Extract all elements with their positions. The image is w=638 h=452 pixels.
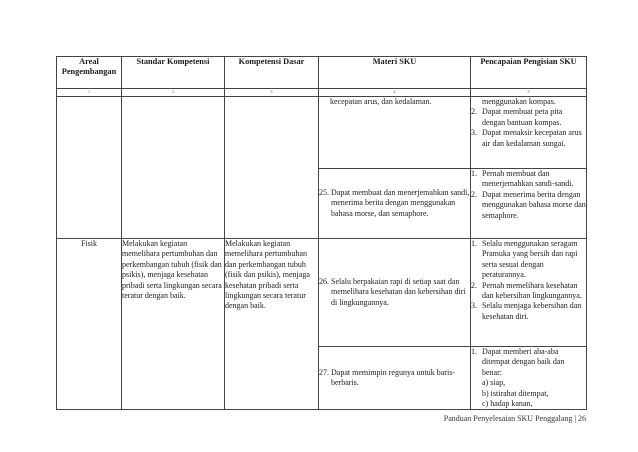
- sku-table: [56, 56, 587, 410]
- item-text: Dapat membuat peta pita dengan bantuan kompas.: [482, 107, 563, 127]
- col-number: 5: [471, 89, 587, 97]
- area-cell: Fisik: [57, 239, 122, 410]
- materi-item: [319, 188, 470, 219]
- header-area: Areal Pengembangan: [57, 57, 122, 89]
- item-text: Selalu menjaga kebersihan dan kesehatan diri.: [482, 301, 582, 321]
- kompetensi-dasar-cell: Melakukan kegiatan memelihara pertumbuhan dan perkembangan tubuh (fisik dan psikis), menjaga kesehatan pribadi serta lingkungan secara teratur dengan baik.: [225, 239, 319, 410]
- item-number: 2.: [471, 107, 477, 117]
- materi-item: [319, 277, 470, 308]
- column-number-row: [57, 89, 587, 97]
- dasar-cell-empty: [225, 97, 319, 239]
- item-text: Selalu menggunakan seragam Pramuka yang bersih dan rapi serta sesuai dengan peraturannya.: [482, 239, 578, 280]
- sub-item: b) istirahat ditempat,: [482, 388, 549, 398]
- materi-cell: [319, 239, 471, 347]
- col-number: 3: [225, 89, 319, 97]
- item-number: 1.: [471, 347, 477, 356]
- standar-cell-empty: [122, 97, 225, 239]
- item-number: 3.: [471, 301, 477, 311]
- item-number: 27.: [319, 367, 329, 377]
- header-standar-kompetensi: Standar Kompetensi: [122, 57, 225, 89]
- standar-kompetensi-cell: Melakukan kegiatan memelihara pertumbuhan dan perkembangan tubuh (fisik dan psikis), menjaga kesehatan pribadi serta lingkungan secara teratur dengan baik.: [122, 239, 225, 410]
- materi-text: kecepatan arus, dan kedalaman.: [330, 97, 432, 106]
- col-number: 1: [57, 89, 122, 97]
- header-pencapaian: Pencapaian Pengisian SKU: [471, 57, 587, 89]
- pencapaian-cell: [471, 347, 587, 410]
- pencapaian-item: [471, 239, 586, 281]
- pencapaian-item: [471, 301, 586, 322]
- pencapaian-cell: [471, 239, 587, 347]
- item-number: 3.: [471, 128, 477, 138]
- item-text: Pernah memelihara kesehatan dan kebersihan lingkungannya.: [482, 280, 582, 301]
- page-footer: Panduan Penyelesaian SKU Penggalang | 26: [443, 414, 586, 423]
- area-cell-empty: [57, 97, 122, 239]
- table-row: [57, 239, 587, 347]
- item-number: 26.: [319, 276, 329, 286]
- pencapaian-cell: [471, 97, 587, 169]
- item-number: 2.: [471, 189, 477, 199]
- item-text: Dapat memberi aba-aba ditempat dengan baik dan benar:: [482, 347, 565, 377]
- header-materi-sku: Materi SKU: [319, 57, 471, 89]
- item-text: Dapat membuat dan menerjemahkan sandi, menerima berita dengan menggunakan bahasa morse, dan semaphore.: [331, 187, 470, 218]
- item-text: Selalu berpakaian rapi di setiap saat dan memelihara kesehatan dan kebersihan diri di lingkungannya.: [331, 276, 466, 307]
- pencapaian-text: menggunakan kompas.: [482, 97, 556, 106]
- materi-cell: [319, 97, 471, 169]
- item-text: Dapat memimpin regunya untuk baris-berbaris.: [331, 367, 455, 388]
- pencapaian-item: [471, 347, 586, 378]
- item-number: 1.: [471, 169, 477, 178]
- materi-cell: [319, 169, 471, 239]
- materi-item: [319, 368, 470, 389]
- table-row: [57, 97, 587, 169]
- pencapaian-item: [471, 107, 586, 128]
- header-kompetensi-dasar: Kompetensi Dasar: [225, 57, 319, 89]
- pencapaian-item: [471, 281, 586, 302]
- col-number: 4: [319, 89, 471, 97]
- item-number: 2.: [471, 280, 477, 290]
- item-text: Pernah membuat dan menerjemahkan sandi-sandi.: [482, 169, 574, 189]
- pencapaian-item: [471, 169, 586, 190]
- sub-item: a) siap,: [482, 378, 506, 388]
- item-text: Dapat menerima berita dengan menggunakan bahasa morse dan semaphore.: [482, 189, 586, 220]
- pencapaian-item: [471, 190, 586, 221]
- col-number: 2: [122, 89, 225, 97]
- item-number: 25.: [319, 187, 329, 197]
- pencapaian-item: [471, 128, 586, 149]
- pencapaian-cell: [471, 169, 587, 239]
- materi-cell: [319, 347, 471, 410]
- header-row: [57, 57, 587, 89]
- item-text: Dapat menaksir kecepatan arus air dan kedalaman sungai.: [482, 128, 582, 148]
- sub-item: c) hadap kanan,: [482, 399, 533, 409]
- item-number: 1.: [471, 239, 477, 248]
